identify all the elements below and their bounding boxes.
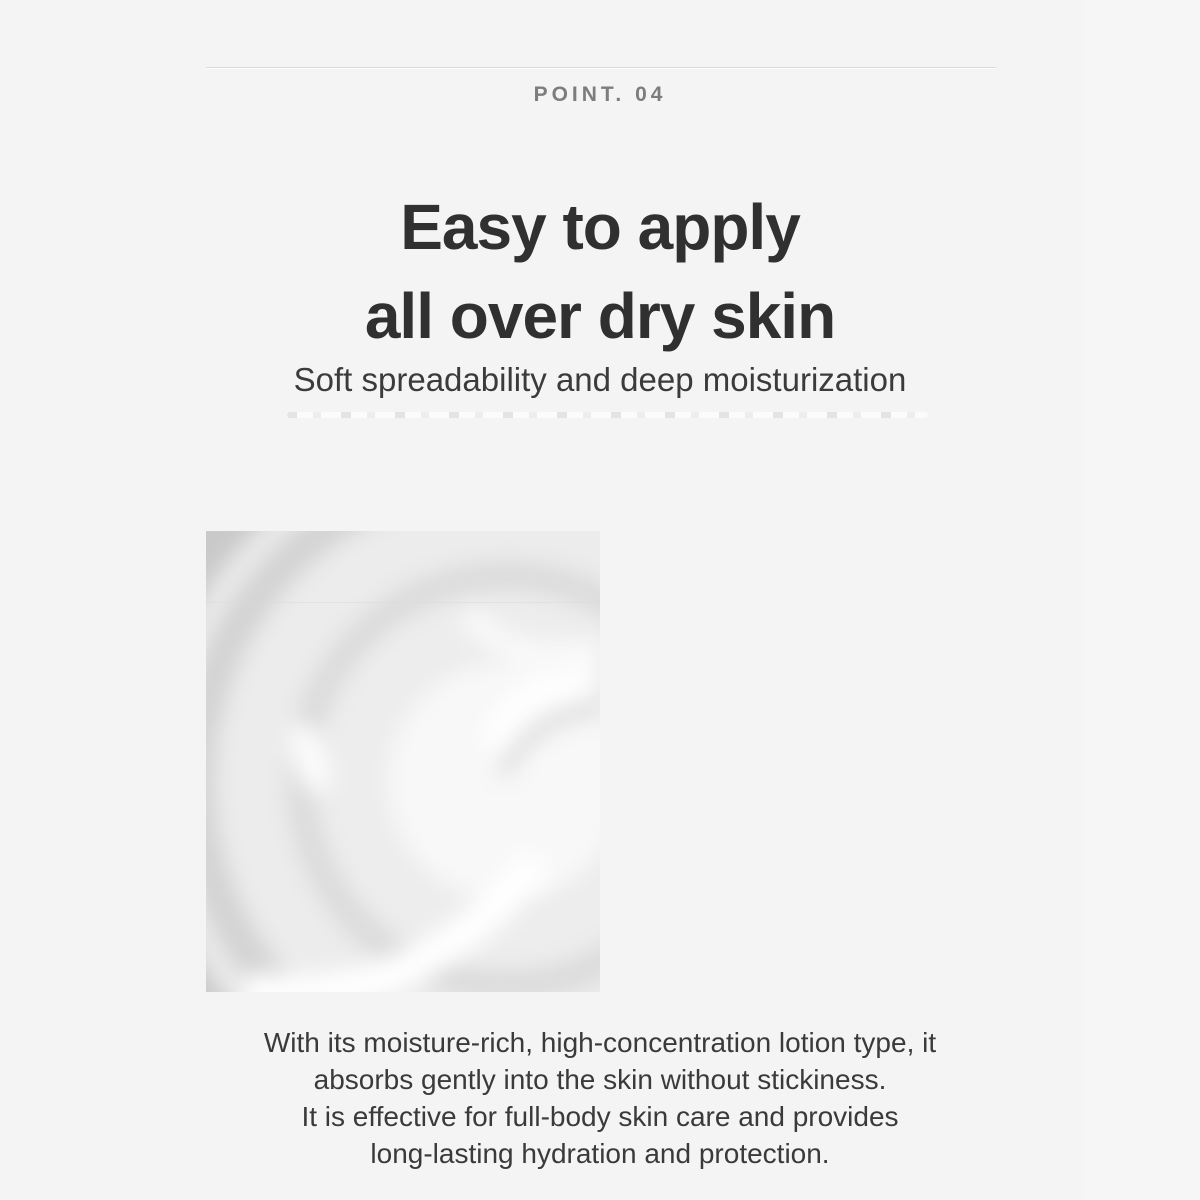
body-line-1: With its moisture-rich, high-concentration lotion type, it: [263, 1027, 937, 1058]
page-edge-column: [1084, 0, 1200, 1200]
section-heading: [0, 183, 1200, 361]
cream-texture-image: [206, 531, 600, 992]
cream-swirl-graphic: [206, 531, 600, 992]
body-line-3: It is effective for full-body skin care and provides: [301, 1101, 899, 1132]
point-label: POINT. 04: [533, 83, 667, 106]
section-subtitle: Soft spreadability and deep moisturization: [293, 361, 907, 398]
body-paragraph: [0, 1024, 1200, 1172]
heading-line-2: all over dry skin: [364, 280, 836, 352]
body-line-4: long-lasting hydration and protection.: [370, 1138, 830, 1169]
section-divider: [206, 67, 996, 68]
body-line-2: absorbs gently into the skin without stickiness.: [313, 1064, 887, 1095]
heading-line-1: Easy to apply: [400, 191, 800, 263]
decorative-texture-band: [287, 412, 928, 418]
